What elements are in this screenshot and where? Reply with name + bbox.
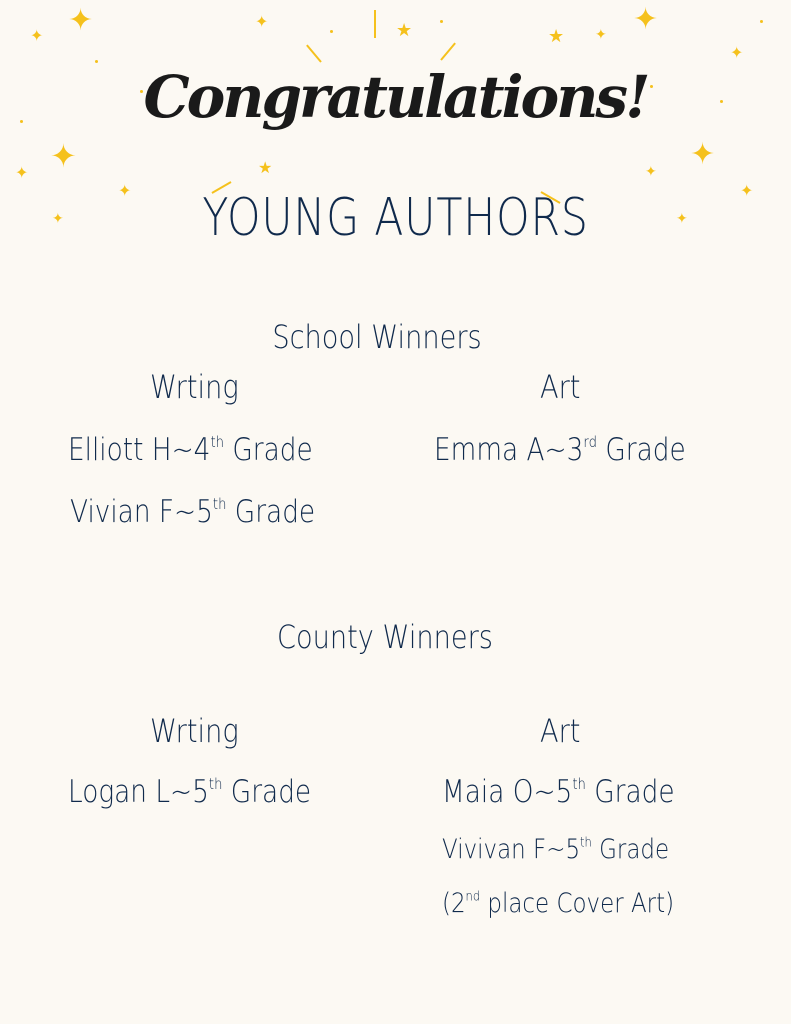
sparkle-icon: ✦ xyxy=(676,211,688,227)
sparkle-icon: ✦ xyxy=(52,211,64,227)
county-writing-label: Wrting xyxy=(150,712,239,750)
sparkle-icon: ✦ xyxy=(15,163,29,182)
sparkle-icon: ✦ xyxy=(730,43,744,62)
sparkle-icon: ✦ xyxy=(30,26,44,45)
county-writing-entry: Logan L~5th Grade xyxy=(68,774,312,810)
sparkle-icon: ✦ xyxy=(645,164,657,180)
sparkle-icon: ✦ xyxy=(740,181,754,200)
sparkle-icon: ✦ xyxy=(690,137,716,172)
page-title: YOUNG AUTHORS xyxy=(202,188,589,248)
school-art-label: Art xyxy=(540,368,581,406)
county-art-entry: Maia O~5th Grade xyxy=(442,774,675,810)
school-art-entry: Emma A~3rd Grade xyxy=(434,432,686,468)
county-art-label: Art xyxy=(540,712,581,750)
title-row xyxy=(0,190,791,247)
sparkle-icon: ★ xyxy=(396,20,413,41)
congratulations-row xyxy=(0,63,791,131)
sparkle-icon: ✦ xyxy=(50,137,77,175)
county-winners-heading: County Winners xyxy=(277,618,493,656)
school-winners-heading: School Winners xyxy=(272,318,482,356)
sparkle-icon: ✦ xyxy=(595,27,607,43)
school-writing-label: Wrting xyxy=(150,368,239,406)
sparkle-icon: ✦ xyxy=(68,3,94,38)
county-art-entry: Vivivan F~5th Grade xyxy=(442,834,670,865)
sparkle-icon: ✦ xyxy=(633,2,659,37)
sparkle-icon: ★ xyxy=(548,26,565,47)
sparkle-icon: ✦ xyxy=(255,12,269,31)
school-writing-entry: Elliott H~4th Grade xyxy=(68,432,313,468)
county-art-entry-note: (2nd place Cover Art) xyxy=(442,888,675,919)
sparkle-icon: ✦ xyxy=(118,181,132,200)
school-writing-entry: Vivian F~5th Grade xyxy=(70,494,316,530)
congratulations-heading: Congratulations! xyxy=(143,63,648,131)
sparkle-icon: ★ xyxy=(258,158,273,177)
